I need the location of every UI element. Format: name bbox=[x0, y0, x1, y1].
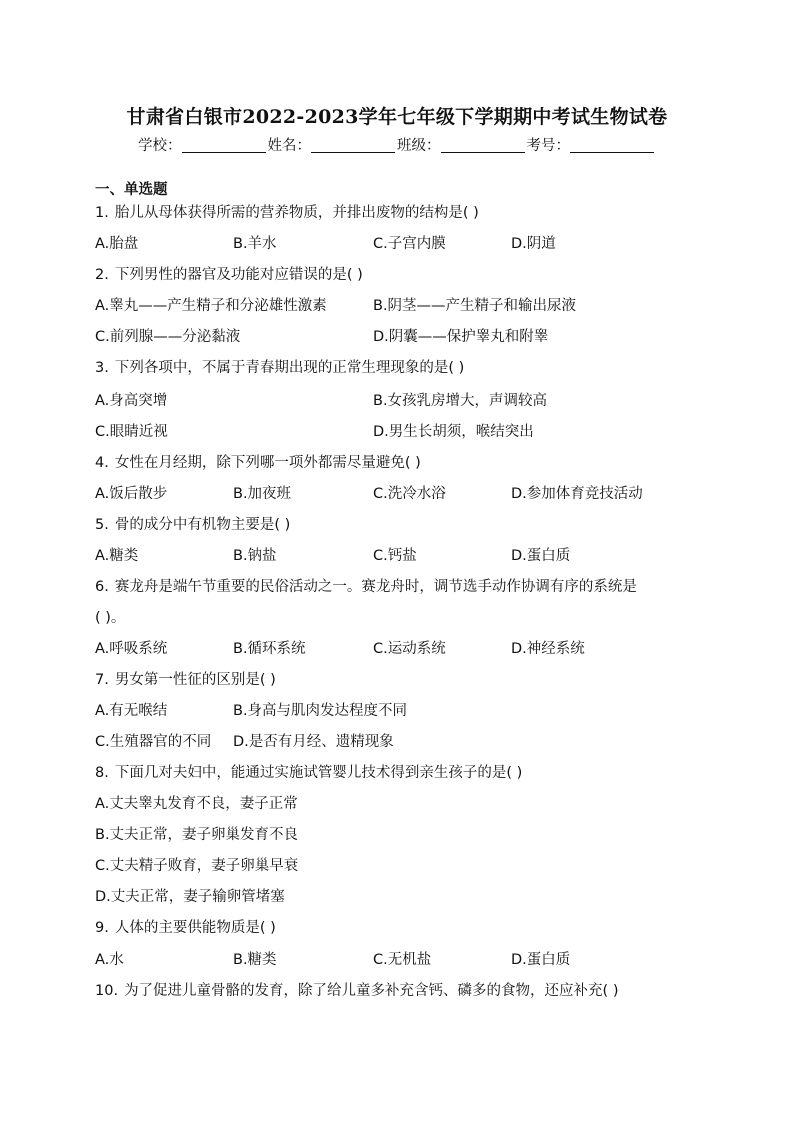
option-a: A.糖类 bbox=[95, 548, 139, 564]
question-text: 人体的主要供能物质是( ) bbox=[114, 920, 276, 936]
question-2 bbox=[95, 265, 715, 285]
option-c: C.无机盐 bbox=[373, 952, 432, 968]
question-9-options bbox=[95, 950, 715, 970]
question-6-continued bbox=[95, 608, 715, 628]
question-8-option-b-row bbox=[95, 825, 715, 845]
question-8-option-a-row bbox=[95, 794, 715, 814]
question-number: 2. bbox=[95, 267, 109, 283]
question-7 bbox=[95, 670, 715, 690]
school-label: 学校： bbox=[138, 138, 182, 154]
question-number: 1. bbox=[95, 205, 109, 221]
number-blank[interactable] bbox=[570, 136, 654, 153]
class-label: 班级： bbox=[397, 138, 441, 154]
question-number: 7. bbox=[95, 672, 109, 688]
option-b: B.阴茎——产生精子和输出尿液 bbox=[373, 298, 577, 314]
question-number: 9. bbox=[95, 920, 109, 936]
question-number: 3. bbox=[95, 360, 109, 376]
question-9 bbox=[95, 918, 715, 938]
option-c: C.丈夫精子败育，妻子卵巢早衰 bbox=[95, 858, 299, 874]
option-a: A.丈夫睾丸发育不良，妻子正常 bbox=[95, 796, 298, 812]
option-c: C.洗冷水浴 bbox=[373, 486, 446, 502]
option-a: A.有无喉结 bbox=[95, 703, 168, 719]
question-text: 胎儿从母体获得所需的营养物质，并排出废物的结构是( ) bbox=[114, 205, 479, 221]
option-b: B.循环系统 bbox=[233, 641, 306, 657]
question-text: 下面几对夫妇中，能通过实施试管婴儿技术得到亲生孩子的是( ) bbox=[114, 765, 523, 781]
question-8 bbox=[95, 763, 715, 783]
option-b: B.钠盐 bbox=[233, 548, 277, 564]
question-8-option-c-row bbox=[95, 856, 715, 876]
option-a: A.身高突增 bbox=[95, 393, 168, 409]
school-blank[interactable] bbox=[182, 136, 266, 153]
option-d: D.蛋白质 bbox=[511, 548, 571, 564]
option-b: B.羊水 bbox=[233, 236, 277, 252]
class-blank[interactable] bbox=[441, 136, 525, 153]
option-d: D.阴囊——保护睾丸和附睾 bbox=[373, 329, 549, 345]
option-b: B.加夜班 bbox=[233, 486, 292, 502]
exam-title: 甘肃省白银市2022-2023学年七年级下学期期中考试生物试卷 bbox=[126, 106, 668, 128]
option-c: C.子宫内膜 bbox=[373, 236, 446, 252]
question-1-options bbox=[95, 234, 715, 254]
question-10 bbox=[95, 981, 715, 1001]
option-b: B.女孩乳房增大，声调较高 bbox=[373, 393, 548, 409]
number-label: 考号： bbox=[526, 138, 570, 154]
option-a: A.胎盘 bbox=[95, 236, 139, 252]
question-2-options-row2 bbox=[95, 327, 715, 347]
question-number: 4. bbox=[95, 455, 109, 471]
question-3 bbox=[95, 358, 715, 378]
option-a: A.睾丸——产生精子和分泌雄性激素 bbox=[95, 298, 327, 314]
question-5 bbox=[95, 515, 715, 535]
question-number: 8. bbox=[95, 765, 109, 781]
question-text: 赛龙舟是端午节重要的民俗活动之一。赛龙舟时，调节选手动作协调有序的系统是 bbox=[114, 579, 637, 595]
section-heading: 一、单选题 bbox=[95, 182, 168, 198]
question-4 bbox=[95, 453, 715, 473]
question-7-options-row2 bbox=[95, 732, 715, 752]
question-2-options-row1 bbox=[95, 296, 715, 316]
question-text: 女性在月经期，除下列哪一项外都需尽量避免( ) bbox=[114, 455, 421, 471]
question-7-options-row1 bbox=[95, 701, 715, 721]
option-d: D.神经系统 bbox=[511, 641, 585, 657]
question-8-option-d-row bbox=[95, 887, 715, 907]
option-d: D.蛋白质 bbox=[511, 952, 571, 968]
question-text-continued: ( )。 bbox=[95, 610, 126, 626]
option-a: A.呼吸系统 bbox=[95, 641, 168, 657]
student-info-line bbox=[0, 136, 794, 156]
question-text: 下列各项中，不属于青春期出现的正常生理现象的是( ) bbox=[114, 360, 465, 376]
option-b: B.糖类 bbox=[233, 952, 277, 968]
question-number: 6. bbox=[95, 579, 109, 595]
option-d: D.参加体育竞技活动 bbox=[511, 486, 643, 502]
option-c: C.生殖器官的不同 bbox=[95, 734, 212, 750]
option-a: A.饭后散步 bbox=[95, 486, 168, 502]
option-b: B.身高与肌肉发达程度不同 bbox=[233, 703, 408, 719]
question-1 bbox=[95, 203, 715, 223]
question-text: 男女第一性征的区别是( ) bbox=[114, 672, 276, 688]
option-d: D.丈夫正常，妻子输卵管堵塞 bbox=[95, 889, 285, 905]
question-number: 5. bbox=[95, 517, 109, 533]
question-text: 骨的成分中有机物主要是( ) bbox=[114, 517, 291, 533]
question-text: 为了促进儿童骨骼的发育，除了给儿童多补充含钙、磷多的食物，还应补充( ) bbox=[124, 983, 619, 999]
question-3-options-row1 bbox=[95, 391, 715, 411]
question-text: 下列男性的器官及功能对应错误的是( ) bbox=[114, 267, 363, 283]
question-number: 10. bbox=[95, 983, 119, 999]
question-6-options bbox=[95, 639, 715, 659]
option-c: C.运动系统 bbox=[373, 641, 446, 657]
option-c: C.眼睛近视 bbox=[95, 424, 168, 440]
question-6 bbox=[95, 577, 715, 597]
option-d: D.是否有月经、遗精现象 bbox=[233, 734, 394, 750]
name-blank[interactable] bbox=[311, 136, 395, 153]
question-5-options bbox=[95, 546, 715, 566]
option-d: D.男生长胡须，喉结突出 bbox=[373, 424, 534, 440]
option-a: A.水 bbox=[95, 952, 124, 968]
option-c: C.钙盐 bbox=[373, 548, 417, 564]
question-3-options-row2 bbox=[95, 422, 715, 442]
name-label: 姓名： bbox=[267, 138, 311, 154]
question-4-options bbox=[95, 484, 715, 504]
option-c: C.前列腺——分泌黏液 bbox=[95, 329, 241, 345]
option-b: B.丈夫正常，妻子卵巢发育不良 bbox=[95, 827, 299, 843]
option-d: D.阴道 bbox=[511, 236, 556, 252]
